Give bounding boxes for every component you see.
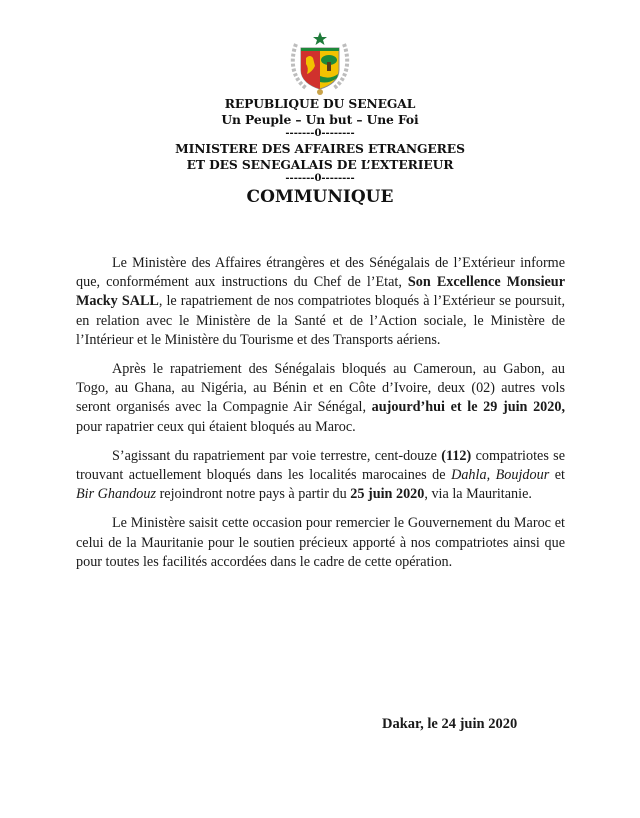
text-segment: Le Ministère saisit cette occasion pour remercier le Gouvernement du Maroc et celui de la Mauritanie pour le soutien précieux apporté à nos compatriotes ainsi que pour toutes les facilités accordées dans le cadre de cette opération. [76,515,565,570]
text-segment-bold: (112) [441,447,472,464]
text-segment: compatriotes se trouvant actuellement bloqués dans les localités marocaines de [76,447,565,484]
ministry-name-line2: ET DES SENEGALAIS DE L’EXTERIEUR [186,156,454,172]
place-and-date: Dakar, le 24 juin 2020 [382,716,518,732]
text-segment-bold: aujourd’hui et le 29 juin 2020, [371,399,565,416]
document-title: COMMUNIQUE [246,187,394,208]
text-segment-bold: 25 juin 2020 [350,486,425,503]
national-motto: Un Peuple – Un but – Une Foi [221,111,419,127]
text-segment-bold: Son Excellence Monsieur Macky SALL [76,274,565,310]
text-segment-italic: Bir Ghandouz [76,486,157,503]
text-segment: , le rapatriement de nos compatriotes bloqués à l’Extérieur se poursuit, en relation avec le Ministère de la Santé et de l’Action sociale, le Ministère de l’Intérieur et le Ministère du Tourisme et des Transports aériens. [76,293,566,348]
communique-body [76,254,565,572]
separator: -------0-------- [285,173,355,185]
paragraph-4 [76,514,565,572]
text-segment: rejoindront notre pays à partir du [156,486,351,503]
text-segment: S’agissant du rapatriement par voie terrestre, cent-douze [112,447,442,464]
text-segment: , via la Mauritanie. [424,486,532,503]
paragraph-1 [76,254,565,350]
country-name: REPUBLIQUE DU SENEGAL [224,96,416,111]
text-segment-italic: Dahla, Boujdour [451,467,550,484]
paragraph-3 [76,447,565,505]
text-segment: et [549,467,565,484]
text-segment: Après le rapatriement des Sénégalais bloqués au Cameroun, au Gabon, au Togo, au Ghana, au Nigéria, au Bénin et en Côte d’Ivoire, deux (02) autres vols seront organisés avec la Compagnie Air Sénégal, [76,361,565,416]
ministry-name-line1: MINISTERE DES AFFAIRES ETRANGERES [175,141,465,157]
paragraph-2 [76,360,565,437]
text-segment: pour rapatrier ceux qui étaient bloqués au Maroc. [76,418,356,435]
coat-of-arms-emblem [288,30,352,96]
separator: -------0-------- [285,128,355,140]
text-segment: Le Ministère des Affaires étrangères et des Sénégalais de l’Extérieur informe que, conformément aux instructions du Chef de l’Etat, [76,255,565,291]
document-header [0,96,640,208]
